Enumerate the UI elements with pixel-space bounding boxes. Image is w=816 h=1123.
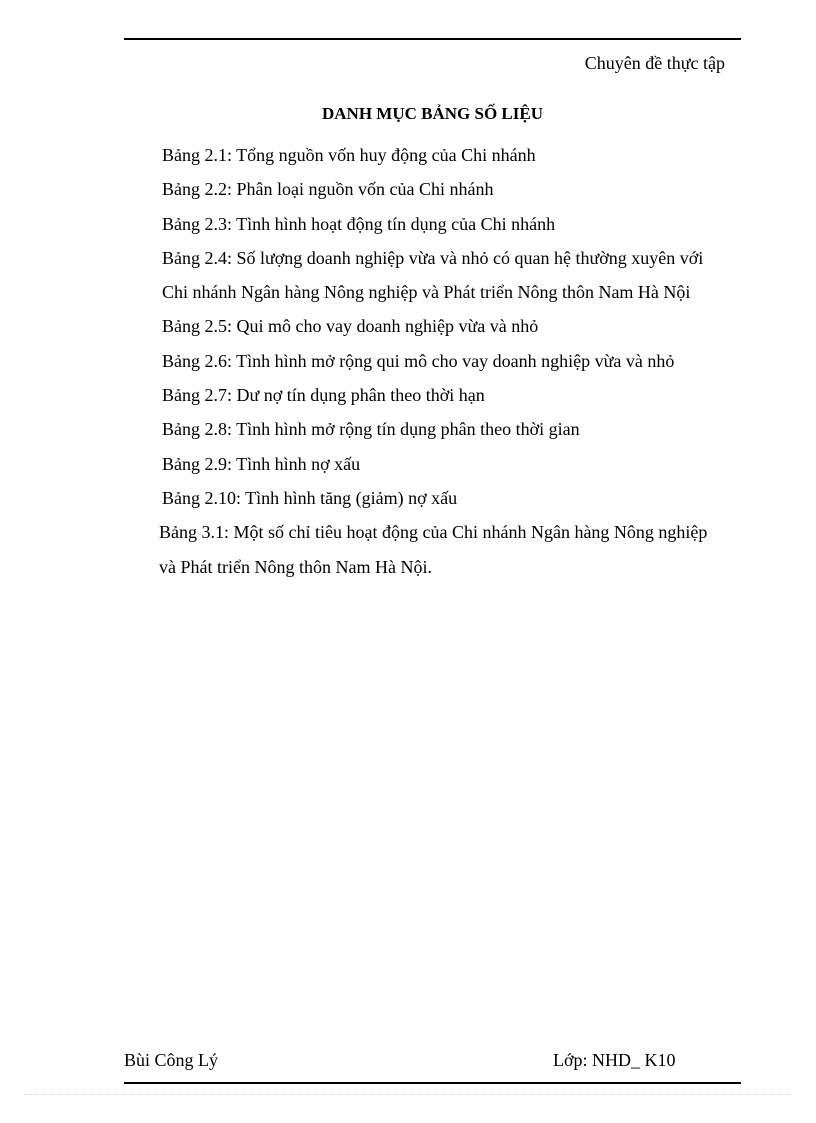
list-item: Bảng 2.9: Tình hình nợ xấu — [162, 453, 361, 474]
list-item: Bảng 2.10: Tình hình tăng (giảm) nợ xấu — [162, 487, 458, 508]
header-title: Chuyên đề thực tập — [584, 53, 725, 73]
list-item: Bảng 2.5: Qui mô cho vay doanh nghiệp vừa và nhỏ — [162, 316, 539, 337]
list-item: Bảng 2.8: Tình hình mở rộng tín dụng phân theo thời gian — [162, 419, 580, 440]
footer-class: Lớp: NHD_ K10 — [553, 1050, 676, 1070]
list-item: và Phát triển Nông thôn Nam Hà Nội. — [159, 556, 432, 577]
list-item: Bảng 2.3: Tình hình hoạt động tín dụng của Chi nhánh — [162, 213, 556, 234]
list-item: Chi nhánh Ngân hàng Nông nghiệp và Phát triển Nông thôn Nam Hà Nội — [162, 282, 691, 303]
header-rule — [124, 38, 741, 40]
list-item: Bảng 2.7: Dư nợ tín dụng phân theo thời hạn — [162, 385, 485, 406]
list-item: Bảng 3.1: Một số chỉ tiêu hoạt động của Chi nhánh Ngân hàng Nông nghiệp — [159, 522, 708, 543]
footer-author: Bùi Công Lý — [124, 1050, 219, 1070]
list-item: Bảng 2.2: Phân loại nguồn vốn của Chi nhánh — [162, 179, 494, 200]
list-item: Bảng 2.6: Tình hình mở rộng qui mô cho vay doanh nghiệp vừa và nhỏ — [162, 350, 675, 371]
footer-rule — [124, 1082, 741, 1084]
list-item: Bảng 2.4: Số lượng doanh nghiệp vừa và nhỏ có quan hệ thường xuyên với — [162, 247, 704, 268]
page-boundary — [24, 1094, 792, 1095]
page-title: DANH MỤC BẢNG SỐ LIỆU — [321, 104, 544, 123]
list-item: Bảng 2.1: Tổng nguồn vốn huy động của Chi nhánh — [162, 145, 536, 165]
table-list — [159, 138, 744, 584]
